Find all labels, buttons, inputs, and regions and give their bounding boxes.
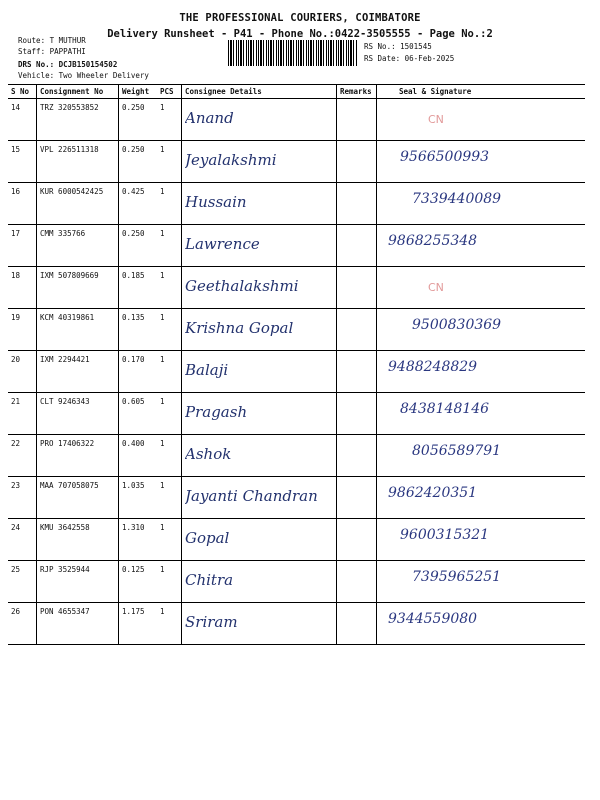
row-sno: 15: [8, 141, 37, 183]
signature-handwriting: 9868255348: [388, 233, 478, 249]
row-consignee: [182, 351, 337, 393]
row-weight: 0.250: [119, 141, 158, 183]
runsheet-subtitle: Delivery Runsheet - P41 - Phone No.:0422-3505555 - Page No.:2: [107, 28, 493, 40]
row-pcs: 1: [157, 183, 182, 225]
row-remarks: [337, 435, 377, 477]
consignee-handwriting: Anand: [185, 109, 234, 127]
consignee-handwriting: Balaji: [185, 361, 229, 379]
table-row: [8, 183, 585, 225]
row-pcs: 1: [157, 225, 182, 267]
row-weight: 1.175: [119, 603, 158, 645]
consignee-handwriting: Ashok: [185, 445, 232, 463]
row-seal: [377, 435, 586, 477]
consignee-handwriting: Pragash: [185, 403, 248, 421]
rs-date: RS Date: 06-Feb-2025: [364, 54, 455, 63]
table-row: [8, 267, 585, 309]
col-consignee: Consignee Details: [182, 85, 337, 99]
row-weight: 0.605: [119, 393, 158, 435]
staff-label: Staff: PAPPATHI: [18, 47, 86, 56]
row-sno: 23: [8, 477, 37, 519]
row-consignment: IXM 507809669: [37, 267, 119, 309]
signature-handwriting: 9600315321: [400, 527, 490, 543]
row-consignment: MAA 707058075: [37, 477, 119, 519]
row-weight: 0.425: [119, 183, 158, 225]
row-consignment: CMM 335766: [37, 225, 119, 267]
row-seal: [377, 141, 586, 183]
consignee-handwriting: Geethalakshmi: [185, 277, 299, 295]
row-remarks: [337, 309, 377, 351]
row-remarks: [337, 477, 377, 519]
row-remarks: [337, 561, 377, 603]
row-sno: 26: [8, 603, 37, 645]
consignee-handwriting: Krishna Gopal: [185, 319, 294, 337]
signature-handwriting: 9344559080: [388, 611, 478, 627]
table-row: [8, 477, 585, 519]
consignee-handwriting: Jeyalakshmi: [185, 151, 277, 169]
consignee-handwriting: Lawrence: [185, 235, 260, 253]
row-sno: 18: [8, 267, 37, 309]
row-sno: 16: [8, 183, 37, 225]
row-consignee: [182, 477, 337, 519]
row-sno: 17: [8, 225, 37, 267]
signature-handwriting: 7339440089: [412, 191, 502, 207]
drs-value: DCJB150154502: [58, 60, 118, 69]
row-remarks: [337, 603, 377, 645]
row-sno: 25: [8, 561, 37, 603]
rs-info: [364, 41, 454, 65]
consignee-handwriting: Gopal: [185, 529, 230, 547]
row-remarks: [337, 393, 377, 435]
row-consignment: KMU 3642558: [37, 519, 119, 561]
row-consignee: [182, 225, 337, 267]
row-consignee: [182, 309, 337, 351]
row-weight: 1.035: [119, 477, 158, 519]
row-pcs: 1: [157, 141, 182, 183]
row-remarks: [337, 183, 377, 225]
row-consignee: [182, 561, 337, 603]
row-pcs: 1: [157, 561, 182, 603]
row-pcs: 1: [157, 435, 182, 477]
row-weight: 0.125: [119, 561, 158, 603]
row-pcs: 1: [157, 267, 182, 309]
consignee-handwriting: Sriram: [185, 613, 238, 631]
table-row: [8, 141, 585, 183]
col-sno: S No: [8, 85, 37, 99]
row-consignee: [182, 99, 337, 141]
row-seal: [377, 183, 586, 225]
rs-number: RS No.: 1501545: [364, 42, 432, 51]
company-title: THE PROFESSIONAL COURIERS, COIMBATORE: [179, 12, 421, 24]
row-sno: 14: [8, 99, 37, 141]
row-remarks: [337, 141, 377, 183]
table-row: [8, 309, 585, 351]
table-row: [8, 561, 585, 603]
table-header-row: [8, 85, 585, 99]
row-seal: [377, 267, 586, 309]
vehicle-label: Vehicle: Two Wheeler Delivery: [18, 71, 149, 80]
runsheet-table: [8, 84, 585, 645]
row-consignment: IXM 2294421: [37, 351, 119, 393]
row-consignee: [182, 183, 337, 225]
row-weight: 0.135: [119, 309, 158, 351]
col-consignment: Consignment No: [37, 85, 119, 99]
row-consignee: [182, 435, 337, 477]
row-remarks: [337, 519, 377, 561]
table-row: [8, 435, 585, 477]
table-row: [8, 393, 585, 435]
row-remarks: [337, 225, 377, 267]
row-consignee: [182, 267, 337, 309]
row-weight: 0.185: [119, 267, 158, 309]
row-weight: 1.310: [119, 519, 158, 561]
route-label: Route: T MUTHUR: [18, 36, 86, 45]
row-sno: 21: [8, 393, 37, 435]
col-pcs: PCS: [157, 85, 182, 99]
row-weight: 0.400: [119, 435, 158, 477]
row-seal: [377, 561, 586, 603]
row-consignee: [182, 393, 337, 435]
table-row: [8, 351, 585, 393]
row-consignment: PON 4655347: [37, 603, 119, 645]
row-pcs: 1: [157, 309, 182, 351]
signature-handwriting: 9862420351: [388, 485, 478, 501]
table-row: [8, 603, 585, 645]
row-sno: 19: [8, 309, 37, 351]
col-seal: Seal & Signature: [377, 85, 586, 99]
row-seal: [377, 477, 586, 519]
row-consignment: KUR 6000542425: [37, 183, 119, 225]
row-pcs: 1: [157, 477, 182, 519]
col-remarks: Remarks: [337, 85, 377, 99]
drs-label: DRS No.:: [18, 60, 55, 69]
row-remarks: [337, 351, 377, 393]
row-seal: [377, 99, 586, 141]
row-pcs: 1: [157, 351, 182, 393]
signature-handwriting: 8056589791: [412, 443, 502, 459]
row-seal: [377, 309, 586, 351]
row-seal: [377, 393, 586, 435]
signature-handwriting: 8438148146: [400, 401, 490, 417]
row-seal: [377, 225, 586, 267]
row-seal: [377, 603, 586, 645]
row-consignee: [182, 519, 337, 561]
row-seal: [377, 351, 586, 393]
consignee-handwriting: Chitra: [185, 571, 234, 589]
signature-handwriting: 9488248829: [388, 359, 478, 375]
signature-handwriting: 9566500993: [400, 149, 490, 165]
row-consignment: CLT 9246343: [37, 393, 119, 435]
barcode: [228, 40, 358, 66]
row-sno: 20: [8, 351, 37, 393]
row-pcs: 1: [157, 519, 182, 561]
row-seal: [377, 519, 586, 561]
row-pcs: 1: [157, 99, 182, 141]
row-consignment: RJP 3525944: [37, 561, 119, 603]
row-weight: 0.250: [119, 225, 158, 267]
row-weight: 0.250: [119, 99, 158, 141]
row-consignment: TRZ 320553852: [37, 99, 119, 141]
row-consignment: PRO 17406322: [37, 435, 119, 477]
row-consignment: VPL 226511318: [37, 141, 119, 183]
row-pcs: 1: [157, 393, 182, 435]
consignee-handwriting: Hussain: [185, 193, 247, 211]
row-consignee: [182, 603, 337, 645]
row-sno: 24: [8, 519, 37, 561]
row-pcs: 1: [157, 603, 182, 645]
drs-number: [18, 60, 117, 69]
row-sno: 22: [8, 435, 37, 477]
row-consignment: KCM 40319861: [37, 309, 119, 351]
signature-handwriting: 7395965251: [412, 569, 502, 585]
signature-handwriting: CN: [428, 113, 444, 126]
row-weight: 0.170: [119, 351, 158, 393]
row-consignee: [182, 141, 337, 183]
col-weight: Weight: [119, 85, 158, 99]
table-row: [8, 99, 585, 141]
table-row: [8, 225, 585, 267]
consignee-handwriting: Jayanti Chandran: [185, 487, 318, 505]
table-row: [8, 519, 585, 561]
signature-handwriting: 9500830369: [412, 317, 502, 333]
row-remarks: [337, 99, 377, 141]
signature-handwriting: CN: [428, 281, 444, 294]
row-remarks: [337, 267, 377, 309]
